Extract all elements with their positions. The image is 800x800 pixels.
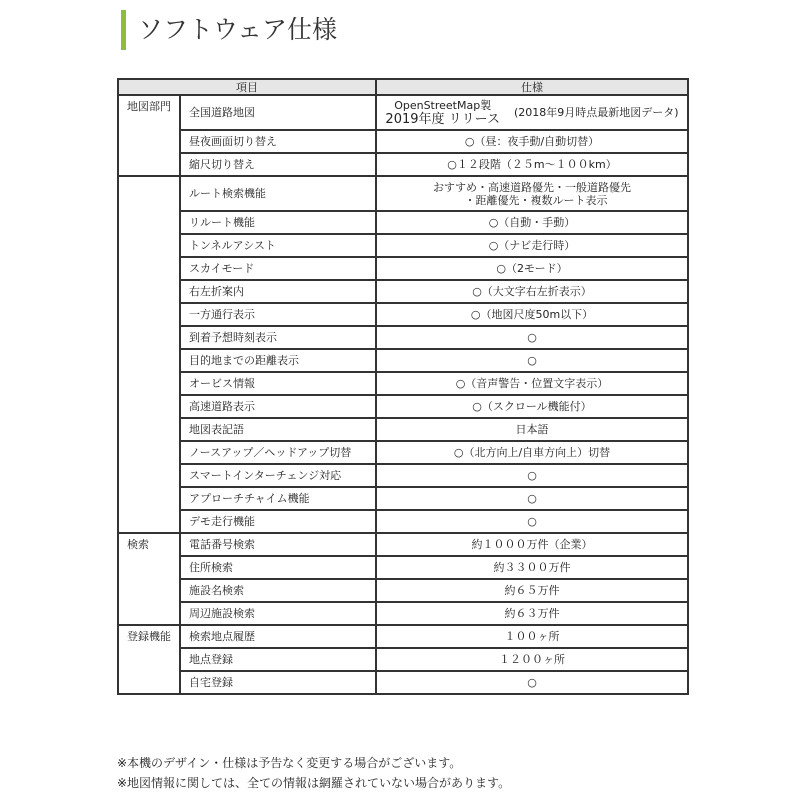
- spec-value: 約１０００万件（企業）: [376, 533, 688, 556]
- spec-value: ○（ナビ走行時）: [376, 234, 688, 257]
- footnote: ※地図情報に関しては、全ての情報は網羅されていない場合があります。: [117, 776, 511, 790]
- table-row: [118, 95, 688, 130]
- table-row: [118, 326, 688, 349]
- table-row: [118, 464, 688, 487]
- spec-value: ○（2モード）: [376, 257, 688, 280]
- spec-value: ○（スクロール機能付）: [376, 395, 688, 418]
- table-row: [118, 648, 688, 671]
- table-row: [118, 130, 688, 153]
- table-row: [118, 372, 688, 395]
- item-name: アプローチチャイム機能: [180, 487, 376, 510]
- table-row: [118, 441, 688, 464]
- table-row: [118, 418, 688, 441]
- spec-line: ・距離優先・複数ルート表示: [464, 193, 608, 207]
- table-header: [118, 79, 688, 95]
- group-label: 地図部門: [118, 95, 180, 176]
- spec-line: 2019年度 リリース: [385, 111, 500, 127]
- table-row: [118, 510, 688, 533]
- spec-value: ○（昼：夜手動/自動切替）: [376, 130, 688, 153]
- spec-value: １２００ヶ所: [376, 648, 688, 671]
- spec-value: １００ヶ所: [376, 625, 688, 648]
- group-label: 検索: [118, 533, 180, 625]
- table-row: [118, 280, 688, 303]
- table-row: [118, 671, 688, 694]
- table-row: [118, 625, 688, 648]
- item-name: ノースアップ／ヘッドアップ切替: [180, 441, 376, 464]
- table-row: [118, 303, 688, 326]
- spec-value: 約６５万件: [376, 579, 688, 602]
- spec-value: ○（音声警告・位置文字表示）: [376, 372, 688, 395]
- spec-value: ○: [376, 487, 688, 510]
- table-row: [118, 579, 688, 602]
- spec-value: [376, 95, 688, 130]
- spec-value: 約６３万件: [376, 602, 688, 625]
- item-name: 施設名検索: [180, 579, 376, 602]
- group-label: 登録機能: [118, 625, 180, 694]
- table-row: [118, 533, 688, 556]
- table-row: [118, 349, 688, 372]
- item-name: 住所検索: [180, 556, 376, 579]
- spec-value: ○（自動・手動）: [376, 211, 688, 234]
- spec-value: ○（北方向上/自車方向上）切替: [376, 441, 688, 464]
- spec-line: おすすめ・高速道路優先・一般道路優先: [432, 180, 632, 194]
- spec-value: ○: [376, 464, 688, 487]
- spec-value: ○（地図尺度50m以下）: [376, 303, 688, 326]
- spec-value: ○: [376, 326, 688, 349]
- page-title: ソフトウェア仕様: [121, 10, 337, 50]
- item-name: 右左折案内: [180, 280, 376, 303]
- item-name: 周辺施設検索: [180, 602, 376, 625]
- item-name: 目的地までの距離表示: [180, 349, 376, 372]
- table-row: [118, 211, 688, 234]
- header-item: 項目: [118, 79, 376, 95]
- item-name: 縮尺切り替え: [180, 153, 376, 176]
- spec-value: ○: [376, 671, 688, 694]
- table-row: [118, 234, 688, 257]
- table-row: [118, 153, 688, 176]
- spec-value: ○: [376, 349, 688, 372]
- item-name: 到着予想時刻表示: [180, 326, 376, 349]
- footnotes: [117, 753, 510, 793]
- spec-line: (2018年9月時点最新地図データ): [514, 106, 679, 119]
- table-row: [118, 257, 688, 280]
- table-row: [118, 556, 688, 579]
- spec-value: ○１２段階（２５m～１００km）: [376, 153, 688, 176]
- item-name: トンネルアシスト: [180, 234, 376, 257]
- item-name: 地図表記語: [180, 418, 376, 441]
- item-name: リルート機能: [180, 211, 376, 234]
- header-spec: 仕様: [376, 79, 688, 95]
- item-name: オービス情報: [180, 372, 376, 395]
- spec-table: [117, 78, 689, 695]
- spec-value: 日本語: [376, 418, 688, 441]
- item-name: ルート検索機能: [180, 176, 376, 211]
- item-name: スマートインターチェンジ対応: [180, 464, 376, 487]
- item-name: 昼夜画面切り替え: [180, 130, 376, 153]
- item-name: デモ走行機能: [180, 510, 376, 533]
- item-name: 一方通行表示: [180, 303, 376, 326]
- table-row: [118, 602, 688, 625]
- spec-value: 約３３００万件: [376, 556, 688, 579]
- item-name: スカイモード: [180, 257, 376, 280]
- spec-value: ○: [376, 510, 688, 533]
- item-name: 自宅登録: [180, 671, 376, 694]
- spec-value: [376, 176, 688, 211]
- group-label: [118, 176, 180, 533]
- item-name: 全国道路地図: [180, 95, 376, 130]
- table-row: [118, 176, 688, 211]
- item-name: 電話番号検索: [180, 533, 376, 556]
- footnote: ※本機のデザイン・仕様は予告なく変更する場合がございます。: [117, 756, 462, 770]
- item-name: 地点登録: [180, 648, 376, 671]
- table-row: [118, 395, 688, 418]
- spec-line: OpenStreetMap製: [394, 98, 492, 112]
- table-row: [118, 487, 688, 510]
- spec-value: ○（大文字右左折表示）: [376, 280, 688, 303]
- item-name: 検索地点履歴: [180, 625, 376, 648]
- item-name: 高速道路表示: [180, 395, 376, 418]
